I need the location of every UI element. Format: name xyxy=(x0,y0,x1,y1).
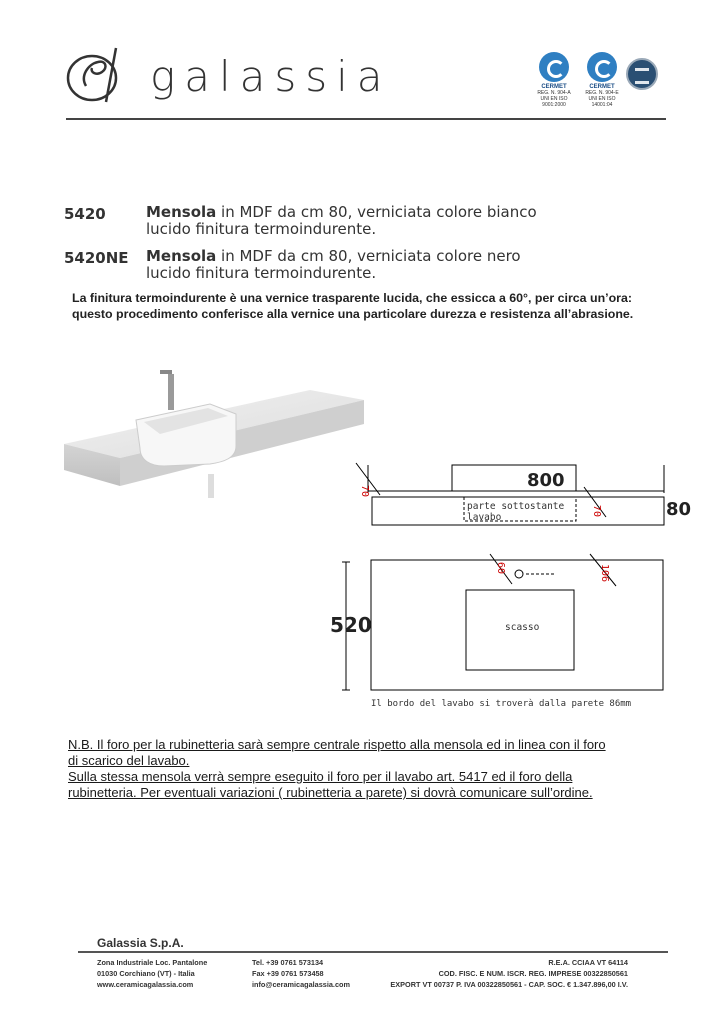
footer-tel: Tel. +39 0761 573134 xyxy=(252,958,324,967)
cermet-certificate-badge xyxy=(532,52,576,108)
inner-offset-label: 70 xyxy=(591,505,602,518)
tap-hole xyxy=(515,570,523,578)
footer-legal xyxy=(390,957,628,990)
footer-rea: R.E.A. CCIAA VT 64114 xyxy=(548,958,628,967)
footer-company: Galassia S.p.A. xyxy=(97,936,184,950)
footer-address1: Zona Industriale Loc. Pantalone xyxy=(97,958,208,967)
cert-line1: REG. N. 904-E xyxy=(585,90,619,96)
product-photo xyxy=(60,362,370,512)
product-desc-line1: in MDF da cm 80, verniciata colore nero xyxy=(216,247,521,265)
product-name: Mensola xyxy=(146,203,217,221)
finish-note-line2: questo procedimento conferisce alla vernice una particolare durezza e resistenza all’abrasione. xyxy=(72,307,634,321)
accredia-seal-icon xyxy=(626,58,658,90)
footer-codfisc: COD. FISC. E NUM. ISCR. REG. IMPRESE 00322850561 xyxy=(438,969,628,978)
footer-address2: 01030 Corchiano (VT) - Italia xyxy=(97,969,195,978)
drawing-caption: Il bordo del lavabo si troverà dalla parete 86mm xyxy=(371,699,632,709)
footer-divider xyxy=(78,951,668,953)
footer-website-link[interactable]: www.ceramicagalassia.com xyxy=(97,980,194,989)
notes-block xyxy=(68,737,678,801)
footer-contacts xyxy=(252,957,350,990)
cutout-label: scasso xyxy=(505,622,540,633)
finish-note-line1: La finitura termoindurente è una vernice trasparente lucida, che essicca a 60°, per circa un’ora: xyxy=(72,291,632,305)
footer-fax: Fax +39 0761 573458 xyxy=(252,969,324,978)
product-code: 5420 xyxy=(64,205,106,223)
note-line1: N.B. Il foro per la rubinetteria sarà sempre centrale rispetto alla mensola ed in linea con il foro xyxy=(68,737,606,752)
cert-name: CERMET xyxy=(589,84,615,90)
height-label: 80 xyxy=(666,499,692,520)
faucet xyxy=(168,374,174,410)
under-sink-line1: parte sottostante xyxy=(467,501,565,512)
cert-line2: UNI EN ISO 9001:2000 xyxy=(540,96,568,108)
product-description xyxy=(146,204,537,238)
tap-offset-label: 60 xyxy=(495,562,506,575)
faucet-handle xyxy=(160,370,172,374)
brand-name: galassia xyxy=(150,52,392,101)
depth-label: 520 xyxy=(330,613,372,637)
shelf-support xyxy=(208,474,214,498)
cermet-icon xyxy=(539,52,569,82)
under-sink-label xyxy=(467,501,564,523)
footer-email-link[interactable]: info@ceramicagalassia.com xyxy=(252,980,350,989)
width-label: 800 xyxy=(527,470,565,491)
edge-offset-label: 106 xyxy=(599,564,610,583)
side-view-drawing xyxy=(340,455,700,535)
product-name: Mensola xyxy=(146,247,217,265)
note-line3: Sulla stessa mensola verrà sempre eseguito il foro per il lavabo art. 5417 ed il foro della xyxy=(68,769,573,784)
cert-line1: REG. N. 904-A xyxy=(537,90,571,96)
galassia-logo-icon xyxy=(62,40,132,110)
side-offset-label: 70 xyxy=(359,485,370,498)
note-line2: di scarico del lavabo. xyxy=(68,753,190,768)
product-code: 5420NE xyxy=(64,249,129,267)
cert-name: CERMET xyxy=(541,84,567,90)
footer-address xyxy=(97,957,207,990)
header-divider xyxy=(66,118,666,120)
note-line4: rubinetteria. Per eventuali variazioni ( rubinetteria a parete) si dovrà comunicare sull’ordine. xyxy=(68,785,593,800)
footer-export: EXPORT VT 00737 P. IVA 00322850561 - CAP. SOC. € 1.347.896,00 I.V. xyxy=(390,980,628,989)
product-desc-line2: lucido finitura termoindurente. xyxy=(146,264,377,282)
product-desc-line1: in MDF da cm 80, verniciata colore bianco xyxy=(216,203,537,221)
under-sink-line2: lavabo xyxy=(467,512,502,523)
product-desc-line2: lucido finitura termoindurente. xyxy=(146,220,377,238)
cert-line2: UNI EN ISO 14001:04 xyxy=(588,96,616,108)
cermet-icon xyxy=(587,52,617,82)
product-description xyxy=(146,248,521,282)
cermet-certificate-badge xyxy=(580,52,624,108)
finish-note xyxy=(72,290,672,322)
